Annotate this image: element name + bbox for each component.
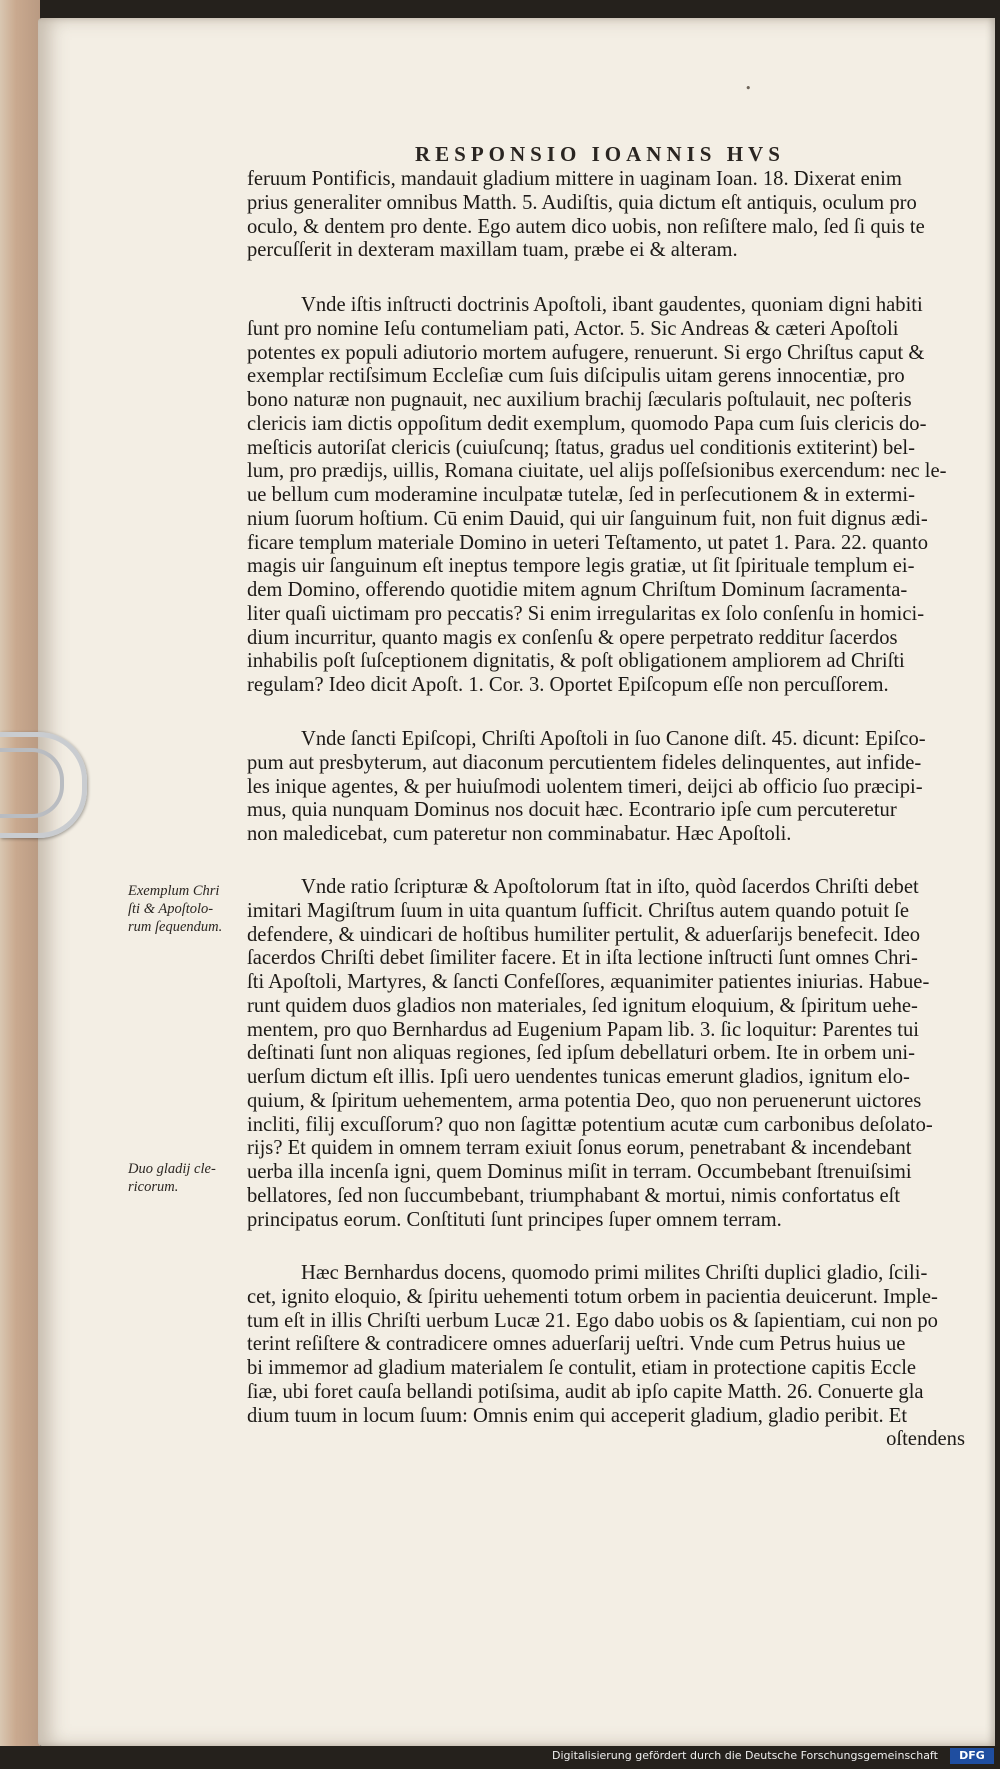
- text-line: rijs? Et quidem in omnem terram exiuit ſonus eorum, penetrabant & incendebant: [247, 1137, 912, 1160]
- text-line: inhabilis poſt ſuſceptionem dignitatis, & poſt obligationem ampliorem ad Chriſti: [247, 650, 905, 673]
- text-line: principatus eorum. Conſtituti ſunt principes ſuper omnem terram.: [247, 1208, 782, 1231]
- text-line: feruum Pontificis, mandauit gladium mittere in uaginam Ioan. 18. Dixerat enim: [247, 168, 902, 190]
- text-line: uerſum dictum eſt illis. Ipſi uero uendentes tunicas emerunt gladios, ignitum elo-: [247, 1066, 910, 1088]
- text-line: quium, & ſpiritum uehementem, arma potentia Deo, quo non peruenerunt uictores: [247, 1089, 922, 1112]
- text-line: lum, pro prædijs, uillis, Romana ciuitate, uel alijs poſſeſsionibus exercendum: nec le-: [247, 460, 947, 483]
- text-line: Vnde ſancti Epiſcopi, Chriſti Apoſtoli in ſuo Canone diſt. 45. dicunt: Epiſco-: [301, 728, 926, 750]
- text-line: bi immemor ad gladium materialem ſe contulit, etiam in protectione capitis Eccle: [247, 1357, 917, 1379]
- text-line: mus, quia nunquam Dominus nos docuit hæc. Econtrario ipſe cum percuteretur: [247, 799, 897, 822]
- text-line: cet, ignito eloquio, & ſpiritu uehementi totum orbem in pacientia deuicerunt. Imple-: [247, 1285, 938, 1308]
- text-line: percuſſerit in dexteram maxillam tuam, præbe ei & alteram.: [247, 239, 738, 262]
- text-line: uerba illa incenſa igni, quem Dominus miſit in terram. Occumbebant ſtrenuiſsimi: [247, 1161, 912, 1183]
- footer-credit: Digitalisierung gefördert durch die Deutsche Forschungsgemeinschaft: [552, 1749, 938, 1762]
- note-line: Duo gladij cle-: [128, 1161, 216, 1177]
- text-line: pum aut presbyterum, aut diaconum percutientem fideles delinquentes, aut infide-: [247, 751, 922, 774]
- text-line: defendere, & uindicari de hoſtibus humiliter pertulit, & aduerſarijs benefecit. Ideo: [247, 923, 921, 946]
- dfg-logo: DFG: [950, 1748, 994, 1764]
- text-line: ficare templum materiale Domino in ueteri Teſtamento, ut patet 1. Para. 22. quanto: [247, 531, 928, 554]
- text-line: potentes ex populi adiutorio mortem aufugere, renuerunt. Si ergo Chriſtus caput &: [247, 341, 925, 364]
- text-line: runt quidem duos gladios non materiales, ſed ignitum eloquium, & ſpiritum uehe-: [247, 994, 918, 1017]
- note-line: ſti & Apoſtolo-: [128, 901, 214, 917]
- text-line: liter quaſi uictimam pro peccatis? Si enim irregularitas ex ſolo conſenſu in homici-: [247, 602, 925, 625]
- paragraph-1: [247, 168, 965, 263]
- text-line: nium ſuorum hoſtium. Cū enim Dauid, qui uir ſanguinum fuit, non fuit dignus ædi-: [247, 507, 928, 530]
- text-line: ſacerdos Chriſti debet ſimiliter facere. Et in iſta lectione inſtructi ſunt omnes Chri-: [247, 947, 918, 970]
- paragraph-4: [247, 876, 965, 1232]
- text-line: dium incurritur, quanto magis ex conſenſu & opere perpetrato redditur ſacerdos: [247, 626, 898, 649]
- marginal-note-2: [128, 1160, 263, 1196]
- text-line: meſticis autoriſat clericis (cuiuſcunq; ſtatus, gradus uel conditionis extiterint) bel-: [247, 436, 915, 459]
- text-line: incliti, filij excuſſorum? quo non ſagittæ potentium acutæ cum carbonibus deſolato-: [247, 1113, 933, 1136]
- page-fold: [0, 0, 40, 1769]
- running-head: RESPONSIO IOANNIS HVS: [415, 142, 785, 166]
- text-line: prius generaliter omnibus Matth. 5. Audiſtis, quia dictum eſt antiquis, oculum pro: [247, 191, 917, 214]
- page-mark: •: [745, 82, 752, 95]
- paragraph-5: [247, 1262, 965, 1452]
- text-line: imitari Magiſtrum ſuum in uita quantum ſufficit. Chriſtus autem quando potuit ſe: [247, 899, 909, 922]
- text-line: ue bellum cum moderamine inculpatæ tutelæ, ſed in perſecutionem & in extermi-: [247, 484, 915, 506]
- text-line: les inique agentes, & per huiuſmodi uolentem timeri, deijci ab officio ſuo præcipi-: [247, 775, 923, 798]
- text-line: oculo, & dentem pro dente. Ego autem dico uobis, non reſiſtere malo, ſed ſi quis te: [247, 215, 925, 238]
- text-line: clericis iam dictis oppoſitum dedit exemplum, quomodo Papa cum ſuis clericis do-: [247, 412, 927, 435]
- text-line: mentem, pro quo Bernhardus ad Eugenium Papam lib. 3. ſic loquitur: Parentes tui: [247, 1018, 920, 1041]
- text-line: exemplar rectiſsimum Eccleſiæ cum ſuis diſcipulis uitam gerens innocentiæ, pro: [247, 365, 905, 388]
- text-line: oſtendens: [886, 1428, 965, 1451]
- text-line: bono naturæ non pugnauit, nec auxilium brachij ſæcularis poſtulauit, nec poſteris: [247, 389, 912, 411]
- text-line: ſti Apoſtoli, Martyres, & ſancti Confeſſores, æquanimiter patientes iniurias. Habue-: [247, 971, 930, 993]
- paragraph-2: [247, 294, 965, 698]
- text-line: non maledicebat, cum pateretur non comminabatur. Hæc Apoſtoli.: [247, 823, 792, 845]
- text-line: dem Domino, offerendo quotidie mitem agnum Chriſtum Dominum ſacramenta-: [247, 579, 908, 601]
- text-line: regulam? Ideo dicit Apoſt. 1. Cor. 3. Oportet Epiſcopum eſſe non percuſſorem.: [247, 674, 889, 696]
- text-line: Hæc Bernhardus docens, quomodo primi milites Chriſti duplici gladio, ſcili-: [301, 1262, 928, 1284]
- paragraph-3: [247, 728, 965, 847]
- paper-clip-inner: [0, 748, 64, 818]
- text-line: magis uir ſanguinum eſt ineptus tempore legis gratiæ, ut ſit ſpirituale templum ei-: [247, 555, 915, 578]
- text-line: dium tuum in locum ſuum: Omnis enim qui acceperit gladium, gladio peribit. Et: [247, 1404, 908, 1427]
- note-line: Exemplum Chri: [128, 883, 220, 899]
- text-line: ſiæ, ubi foret cauſa bellandi potiſsima, audit ab ipſo capite Matth. 26. Conuerte gla: [247, 1380, 924, 1403]
- text-line: terint reſiſtere & contradicere omnes aduerſarij ueſtri. Vnde cum Petrus huius ue: [247, 1333, 906, 1356]
- note-line: ricorum.: [128, 1179, 179, 1195]
- text-line: deſtinati ſunt non aliquas regiones, ſed ipſum debellaturi orbem. Ite in orbem uni-: [247, 1042, 915, 1065]
- text-line: Vnde iſtis inſtructi doctrinis Apoſtoli, ibant gaudentes, quoniam digni habiti: [301, 294, 923, 316]
- text-line: ſunt pro nomine Ieſu contumeliam pati, Actor. 5. Sic Andreas & cæteri Apoſtoli: [247, 317, 899, 340]
- text-line: Vnde ratio ſcripturæ & Apoſtolorum ſtat in iſto, quòd ſacerdos Chriſti debet: [301, 876, 919, 898]
- note-line: rum ſequendum.: [128, 919, 223, 935]
- text-line: bellatores, ſed non ſuccumbebant, triumphabant & mortui, nimis confortatus eſt: [247, 1184, 901, 1207]
- marginal-note-1: [128, 882, 263, 936]
- text-line: tum eſt in illis Chriſti uerbum Lucæ 21. Ego dabo uobis os & ſapientiam, cui non po: [247, 1309, 938, 1332]
